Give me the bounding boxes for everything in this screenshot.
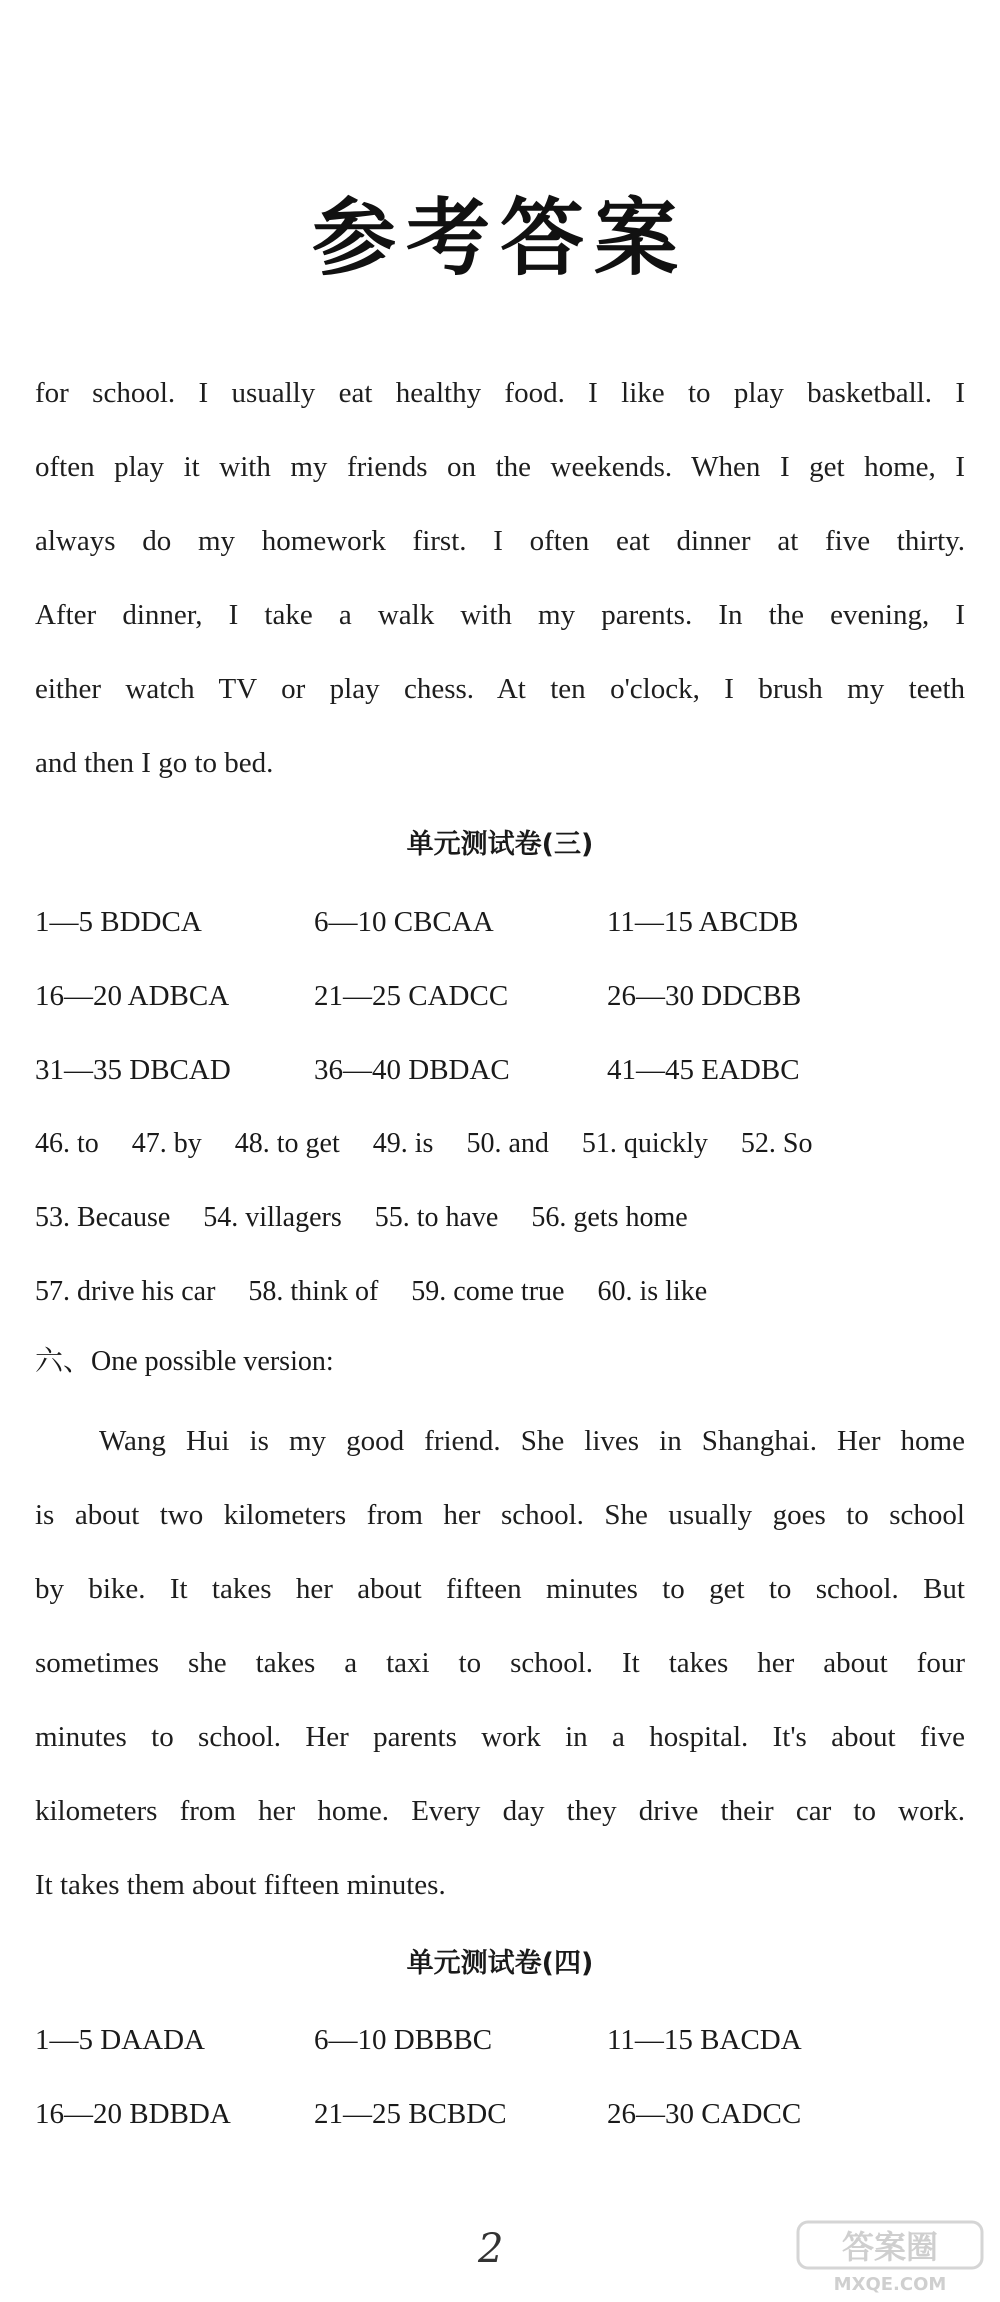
answer-group: 41—45 EADBC: [607, 1054, 800, 1086]
answer-group: 6—10 DBBBC: [314, 2024, 493, 2056]
essay-paragraph: [35, 1404, 965, 1922]
fill-answer-row: [35, 1262, 965, 1322]
fill-answer: 50. and: [466, 1128, 549, 1159]
fill-answer: 52. So: [740, 1128, 813, 1159]
answer-group: 1—5 DAADA: [35, 2024, 205, 2056]
answer-group: 6—10 CBCAA: [314, 906, 494, 938]
answer-row: [35, 892, 965, 952]
fill-answer: 47. by: [131, 1128, 202, 1159]
fill-answer: 49. is: [372, 1128, 434, 1159]
fill-answer: 58. think of: [248, 1276, 379, 1307]
watermark-text: 答案圈: [841, 2228, 939, 2266]
answer-group: 11—15 BACDA: [607, 2024, 802, 2056]
essay-line: It takes them about fifteen minutes.: [35, 1869, 446, 1901]
answer-row: [35, 2084, 965, 2144]
answer-group: 36—40 DBDAC: [314, 1054, 510, 1086]
intro-paragraph: [35, 356, 965, 800]
intro-line: and then I go to bed.: [35, 747, 274, 779]
essay-line: is about two kilometers from her school. She usually goes to school: [35, 1499, 965, 1531]
fill-answer: 46. to: [35, 1128, 99, 1159]
essay-line: sometimes she takes a taxi to school. It takes her about four: [35, 1647, 965, 1679]
fill-answer: 55. to have: [374, 1202, 499, 1233]
answer-group: 16—20 ADBCA: [35, 980, 230, 1012]
watermark-logo: [790, 2216, 990, 2296]
watermark-url: MXQE.COM: [833, 2274, 947, 2295]
answer-group: 11—15 ABCDB: [607, 906, 799, 938]
answer-group: 26—30 CADCC: [607, 2098, 802, 2130]
essay-line: kilometers from her home. Every day they drive their car to work.: [35, 1795, 965, 1827]
answer-group: 21—25 CADCC: [314, 980, 509, 1012]
answer-group: 21—25 BCBDC: [314, 2098, 507, 2130]
answer-row: [35, 2010, 965, 2070]
answer-group: 1—5 BDDCA: [35, 906, 202, 938]
answer-group: 31—35 DBCAD: [35, 1054, 231, 1086]
answer-row: [35, 966, 965, 1026]
fill-answer: 56. gets home: [531, 1202, 688, 1233]
intro-line: for school. I usually eat healthy food. I like to play basketball. I: [35, 377, 965, 409]
fill-answer: 54. villagers: [203, 1202, 342, 1233]
intro-line: After dinner, I take a walk with my parents. In the evening, I: [35, 599, 965, 631]
page-title: 参考答案: [311, 189, 688, 287]
essay-line: by bike. It takes her about fifteen minutes to get to school. But: [35, 1573, 965, 1605]
fill-answer-row: [35, 1188, 965, 1248]
fill-answer: 57. drive his car: [35, 1276, 216, 1307]
fill-answer: 51. quickly: [581, 1128, 708, 1159]
section-heading-test3: 单元测试卷(三): [406, 829, 594, 860]
fill-answer: 48. to get: [234, 1128, 340, 1159]
intro-line: often play it with my friends on the weekends. When I get home, I: [35, 451, 965, 483]
answer-group: 16—20 BDBDA: [35, 2098, 231, 2130]
intro-line: either watch TV or play chess. At ten o'clock, I brush my teeth: [35, 673, 965, 705]
answer-row: [35, 1040, 965, 1100]
watermark-icon: [790, 2216, 990, 2296]
intro-line: always do my homework first. I often eat dinner at five thirty.: [35, 525, 965, 557]
essay-line: Wang Hui is my good friend. She lives in Shanghai. Her home: [99, 1425, 965, 1457]
fill-answer-row: [35, 1114, 965, 1174]
essay-heading: 六、One possible version:: [35, 1346, 334, 1377]
page-number: 2: [478, 2226, 504, 2272]
fill-answer: 59. come true: [411, 1276, 565, 1307]
section-heading-test4: 单元测试卷(四): [406, 1948, 594, 1979]
fill-answer: 60. is like: [597, 1276, 708, 1307]
fill-answer: 53. Because: [35, 1202, 171, 1233]
essay-line: minutes to school. Her parents work in a hospital. It's about five: [35, 1721, 965, 1753]
answer-group: 26—30 DDCBB: [607, 980, 802, 1012]
